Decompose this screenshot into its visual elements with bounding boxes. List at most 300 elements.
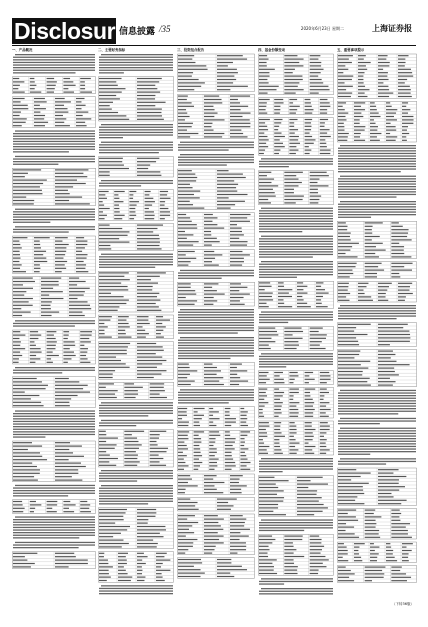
table-cell-text bbox=[178, 187, 193, 188]
table-cell-text bbox=[118, 553, 128, 554]
table-cell-text bbox=[63, 358, 71, 359]
table-cell-text bbox=[338, 246, 352, 247]
table-cell-text bbox=[240, 445, 244, 446]
table-cell-text bbox=[391, 513, 401, 514]
text-line bbox=[178, 312, 254, 313]
table-cell-text bbox=[124, 397, 135, 398]
table-cell-text bbox=[289, 395, 293, 396]
table-cell-text bbox=[194, 435, 199, 436]
table-cell-text bbox=[310, 570, 319, 571]
text-line bbox=[259, 161, 333, 162]
table-cell-text bbox=[13, 405, 44, 406]
table-cell-text bbox=[76, 105, 86, 106]
text-line bbox=[15, 209, 95, 210]
table-cell-text bbox=[320, 372, 329, 373]
text-line bbox=[338, 163, 416, 164]
table-cell-text bbox=[13, 402, 41, 403]
table-cell-text bbox=[178, 290, 195, 291]
table-cell-text bbox=[402, 140, 407, 141]
table-cell-text bbox=[259, 494, 277, 495]
table-cell-text bbox=[13, 284, 23, 285]
table-cell-text bbox=[55, 176, 87, 177]
table-cell-text bbox=[391, 516, 399, 517]
table-cell-text bbox=[402, 560, 409, 561]
table-cell-text bbox=[145, 205, 153, 206]
table-cell-text bbox=[13, 105, 28, 106]
table-cell-text bbox=[55, 442, 70, 443]
table-cell-text bbox=[204, 214, 213, 215]
table-cell-text bbox=[99, 88, 125, 89]
table-cell-text bbox=[13, 358, 19, 359]
text-line bbox=[13, 423, 95, 424]
table-cell-text bbox=[63, 341, 74, 342]
column-2 bbox=[98, 48, 174, 596]
table-cell-text bbox=[259, 72, 269, 73]
table-cell-text bbox=[274, 136, 285, 137]
table-cell-text bbox=[338, 140, 347, 141]
table-cell-text bbox=[156, 573, 162, 574]
text-line bbox=[101, 585, 173, 586]
text-line bbox=[99, 478, 173, 479]
table-cell-text bbox=[378, 483, 399, 484]
table-cell-text bbox=[137, 276, 160, 277]
table-cell-text bbox=[358, 93, 365, 94]
table-cell-text bbox=[13, 88, 18, 89]
table-cell-text bbox=[99, 248, 111, 249]
table-cell-text bbox=[137, 370, 166, 371]
table-cell-text bbox=[13, 115, 20, 116]
table-cell-text bbox=[259, 345, 269, 346]
table-cell-text bbox=[76, 237, 84, 238]
table-cell-text bbox=[316, 286, 321, 287]
table-cell-text bbox=[34, 241, 40, 242]
table-cell-text bbox=[378, 290, 387, 291]
text-line bbox=[338, 189, 416, 190]
table-cell-text bbox=[320, 119, 328, 120]
table-cell-text bbox=[378, 334, 410, 335]
table-cell-text bbox=[55, 186, 73, 187]
table-cell-text bbox=[305, 153, 310, 154]
table-cell-text bbox=[99, 509, 127, 510]
table-cell-text bbox=[76, 254, 87, 255]
text-line bbox=[99, 59, 173, 60]
table-cell-text bbox=[178, 522, 198, 523]
table-cell-text bbox=[209, 452, 217, 453]
table-cell-text bbox=[365, 226, 373, 227]
table-cell-text bbox=[55, 190, 68, 191]
table-cell-text bbox=[178, 536, 186, 537]
table-cell-text bbox=[305, 122, 311, 123]
text-line bbox=[13, 434, 95, 435]
table-cell-text bbox=[99, 560, 108, 561]
text-line bbox=[338, 211, 416, 212]
table-cell-text bbox=[80, 78, 91, 79]
table-cell-text bbox=[55, 385, 88, 386]
table-cell-text bbox=[259, 150, 265, 151]
text-line bbox=[178, 340, 254, 341]
table-cell-text bbox=[402, 106, 406, 107]
table-cell-text bbox=[230, 489, 241, 490]
text-line bbox=[261, 588, 333, 589]
text-line bbox=[178, 317, 254, 318]
text-line bbox=[259, 361, 333, 362]
table-cell-text bbox=[338, 72, 343, 73]
table-cell-text bbox=[310, 331, 319, 332]
table-cell-text bbox=[204, 297, 214, 298]
table-cell-text bbox=[259, 573, 277, 574]
table-cell-text bbox=[274, 432, 281, 433]
text-line bbox=[259, 319, 333, 320]
table-cell-text bbox=[69, 278, 79, 279]
table-cell-text bbox=[240, 438, 244, 439]
table-cell-text bbox=[338, 226, 348, 227]
table-cell-text bbox=[259, 507, 278, 508]
table-cell-text bbox=[338, 354, 359, 355]
table-cell-text bbox=[204, 221, 212, 222]
table-cell-text bbox=[137, 350, 164, 351]
table-cell-text bbox=[99, 529, 127, 530]
table-cell-text bbox=[230, 217, 247, 218]
table-cell-text bbox=[289, 150, 298, 151]
table-cell-text bbox=[47, 508, 53, 509]
table-cell-text bbox=[391, 253, 404, 254]
text-line bbox=[13, 229, 95, 230]
table-cell-text bbox=[310, 59, 319, 60]
table-cell-text bbox=[274, 389, 279, 390]
table-cell-text bbox=[305, 412, 314, 413]
table-cell-text bbox=[310, 79, 322, 80]
table-cell-text bbox=[99, 158, 123, 159]
table-cell-text bbox=[338, 266, 356, 267]
text-line bbox=[99, 152, 159, 153]
table-cell-text bbox=[338, 533, 355, 534]
table-cell-text bbox=[259, 172, 271, 173]
table-cell-text bbox=[156, 326, 166, 327]
text-line bbox=[259, 366, 286, 367]
table-cell-text bbox=[391, 273, 399, 274]
table-cell-text bbox=[99, 353, 127, 354]
table-cell-text bbox=[34, 122, 48, 123]
table-cell-text bbox=[137, 306, 159, 307]
table-cell-text bbox=[99, 109, 112, 110]
table-cell-text bbox=[99, 431, 106, 432]
table-cell-text bbox=[370, 130, 377, 131]
table-cell-text bbox=[284, 72, 292, 73]
table-cell-text bbox=[178, 364, 189, 365]
table-cell-text bbox=[194, 465, 200, 466]
text-line bbox=[13, 495, 68, 496]
table-cell-text bbox=[338, 119, 346, 120]
table-cell-text bbox=[178, 304, 195, 305]
text-line bbox=[13, 70, 95, 71]
table-cell-text bbox=[137, 102, 166, 103]
table-cell-text bbox=[76, 241, 87, 242]
text-line bbox=[338, 423, 380, 424]
table-cell-text bbox=[156, 333, 161, 334]
table-cell-text bbox=[178, 116, 190, 117]
table-cell-text bbox=[310, 93, 319, 94]
text-line bbox=[13, 138, 95, 139]
table-cell-text bbox=[204, 224, 217, 225]
table-cell-text bbox=[99, 194, 105, 195]
table-cell-text bbox=[178, 566, 194, 567]
table-cell-text bbox=[63, 345, 75, 346]
table-cell-text bbox=[129, 194, 133, 195]
table-cell-text bbox=[194, 452, 201, 453]
table-cell-text bbox=[204, 245, 212, 246]
table-cell-text bbox=[305, 429, 316, 430]
table-cell-text bbox=[160, 218, 165, 219]
table-cell-text bbox=[204, 102, 222, 103]
table-cell-text bbox=[320, 426, 330, 427]
table-cell-text bbox=[178, 133, 198, 134]
table-cell-text bbox=[160, 215, 170, 216]
table-cell-text bbox=[297, 477, 323, 478]
text-line bbox=[178, 159, 254, 160]
table-cell-text bbox=[230, 522, 245, 523]
table-cell-text bbox=[204, 109, 215, 110]
table-cell-text bbox=[305, 399, 313, 400]
table-cell-text bbox=[225, 435, 230, 436]
table-cell-text bbox=[178, 569, 201, 570]
table-cell-text bbox=[259, 153, 264, 154]
text-line bbox=[259, 251, 333, 252]
table-cell-text bbox=[274, 99, 283, 100]
table-cell-text bbox=[297, 501, 319, 502]
table-cell-text bbox=[99, 383, 114, 384]
table-cell-text bbox=[284, 338, 302, 339]
table-cell-text bbox=[124, 438, 137, 439]
table-cell-text bbox=[386, 123, 391, 124]
table-cell-text bbox=[30, 92, 41, 93]
table-cell-text bbox=[274, 139, 280, 140]
table-cell-text bbox=[99, 215, 107, 216]
table-cell-text bbox=[378, 86, 388, 87]
table-cell-text bbox=[76, 251, 82, 252]
text-line bbox=[13, 325, 75, 326]
text-line bbox=[101, 124, 173, 125]
table-cell-text bbox=[358, 89, 369, 90]
table-cell-text bbox=[160, 208, 169, 209]
table-cell-text bbox=[370, 140, 380, 141]
table-cell-text bbox=[150, 451, 167, 452]
table-cell-text bbox=[178, 55, 194, 56]
table-cell-text bbox=[391, 236, 407, 237]
table-cell-text bbox=[230, 542, 246, 543]
table-cell-text bbox=[30, 362, 36, 363]
table-cell-text bbox=[217, 65, 228, 66]
table-cell-text bbox=[209, 435, 220, 436]
table-cell-text bbox=[13, 466, 37, 467]
table-cell-text bbox=[259, 189, 273, 190]
table-cell-text bbox=[338, 55, 353, 56]
table-cell-text bbox=[230, 532, 240, 533]
table-cell-text bbox=[225, 442, 235, 443]
text-line bbox=[178, 278, 222, 279]
text-line bbox=[101, 180, 173, 181]
table-cell-text bbox=[99, 374, 113, 375]
table-cell-text bbox=[150, 465, 166, 466]
table-cell-text bbox=[156, 337, 164, 338]
table-cell-text bbox=[137, 296, 157, 297]
table-cell-text bbox=[284, 566, 298, 567]
table-cell-text bbox=[80, 92, 92, 93]
table-cell-text bbox=[284, 86, 297, 87]
table-cell-text bbox=[338, 537, 359, 538]
table-cell-text bbox=[160, 191, 168, 192]
table-cell-text bbox=[69, 308, 91, 309]
text-line bbox=[99, 127, 173, 128]
table-cell-text bbox=[354, 547, 359, 548]
text-line bbox=[13, 490, 95, 491]
table-cell-text bbox=[274, 446, 280, 447]
table-cell-text bbox=[99, 320, 110, 321]
text-line bbox=[338, 155, 416, 156]
table-cell-text bbox=[217, 89, 230, 90]
table-cell-text bbox=[178, 431, 189, 432]
table-cell-text bbox=[209, 408, 213, 409]
table-cell-text bbox=[178, 505, 195, 506]
table-cell-text bbox=[310, 89, 330, 90]
table-cell-text bbox=[370, 116, 381, 117]
table-cell-text bbox=[310, 536, 319, 537]
table-cell-text bbox=[63, 85, 75, 86]
table-cell-text bbox=[305, 402, 315, 403]
text-line bbox=[338, 150, 416, 151]
table-cell-text bbox=[156, 316, 163, 317]
table-cell-text bbox=[386, 550, 393, 551]
table-cell-text bbox=[259, 348, 271, 349]
text-line bbox=[259, 221, 333, 222]
table-cell-text bbox=[297, 303, 307, 304]
table-cell-text bbox=[259, 432, 267, 433]
table-cell-text bbox=[259, 409, 263, 410]
table-cell-text bbox=[34, 261, 47, 262]
table-cell-text bbox=[204, 251, 214, 252]
table-cell-text bbox=[305, 109, 314, 110]
table-cell-text bbox=[69, 298, 78, 299]
table-cell-text bbox=[69, 284, 77, 285]
table-cell-text bbox=[370, 550, 375, 551]
text-line bbox=[13, 529, 95, 530]
table-cell-text bbox=[378, 300, 388, 301]
text-line bbox=[13, 426, 95, 427]
table-cell-text bbox=[338, 371, 363, 372]
table-cell-text bbox=[305, 372, 313, 373]
table-cell-text bbox=[99, 330, 104, 331]
table-cell-text bbox=[338, 361, 370, 362]
table-cell-text bbox=[370, 113, 379, 114]
table-cell-text bbox=[99, 191, 109, 192]
table-cell-text bbox=[259, 422, 269, 423]
table-cell-text bbox=[274, 375, 279, 376]
table-cell-text bbox=[259, 480, 289, 481]
text-line bbox=[178, 353, 254, 354]
text-line bbox=[13, 141, 95, 142]
table-cell-text bbox=[99, 238, 119, 239]
table-cell-text bbox=[137, 337, 146, 338]
table-cell-text bbox=[316, 306, 328, 307]
table-cell-text bbox=[378, 62, 390, 63]
text-line bbox=[15, 516, 95, 517]
table-cell-text bbox=[80, 352, 87, 353]
table-cell-text bbox=[137, 560, 142, 561]
table-cell-text bbox=[217, 187, 236, 188]
table-cell-text bbox=[137, 293, 159, 294]
table-cell-text bbox=[310, 199, 320, 200]
table-cell-text bbox=[30, 352, 42, 353]
text-line bbox=[259, 471, 283, 472]
table-cell-text bbox=[378, 368, 394, 369]
text-line bbox=[261, 311, 333, 312]
column-4-title: 四、基金份额变动 bbox=[258, 48, 286, 52]
table-cell-text bbox=[124, 444, 141, 445]
table-cell-text bbox=[284, 185, 298, 186]
table-cell-text bbox=[259, 542, 272, 543]
text-line bbox=[338, 148, 416, 149]
table-cell-text bbox=[297, 484, 328, 485]
table-cell-text bbox=[370, 560, 377, 561]
table-cell-text bbox=[99, 95, 116, 96]
table-cell-text bbox=[55, 563, 88, 564]
table-cell-text bbox=[194, 445, 200, 446]
table-cell-text bbox=[284, 93, 295, 94]
table-cell-text bbox=[378, 89, 389, 90]
table-cell-text bbox=[194, 411, 198, 412]
table-cell-text bbox=[137, 536, 164, 537]
table-cell-text bbox=[386, 116, 394, 117]
table-cell-text bbox=[178, 113, 187, 114]
table-cell-text bbox=[204, 515, 218, 516]
table-cell-text bbox=[274, 106, 280, 107]
table-cell-text bbox=[225, 448, 235, 449]
table-cell-text bbox=[338, 253, 345, 254]
table-cell-text bbox=[13, 378, 37, 379]
table-cell-text bbox=[178, 542, 193, 543]
table-cell-text bbox=[178, 418, 182, 419]
table-cell-text bbox=[99, 283, 121, 284]
text-line bbox=[99, 129, 173, 130]
table-cell-text bbox=[178, 177, 197, 178]
table-cell-text bbox=[13, 501, 22, 502]
table-cell-text bbox=[338, 116, 345, 117]
table-cell-text bbox=[118, 573, 128, 574]
column-5-title: 五、重要事项提示 bbox=[337, 48, 365, 52]
table-cell-text bbox=[338, 239, 351, 240]
text-line bbox=[261, 519, 333, 520]
table-cell-text bbox=[259, 293, 273, 294]
text-line bbox=[340, 176, 416, 177]
table-cell-text bbox=[150, 390, 165, 391]
table-cell-text bbox=[178, 136, 190, 137]
table-cell-text bbox=[41, 284, 59, 285]
table-cell-text bbox=[76, 264, 86, 265]
table-cell-text bbox=[338, 351, 360, 352]
table-cell-text bbox=[297, 293, 307, 294]
table-cell-text bbox=[289, 422, 294, 423]
table-cell-text bbox=[305, 443, 309, 444]
text-line bbox=[13, 413, 95, 414]
table-cell-text bbox=[259, 139, 269, 140]
table-cell-text bbox=[240, 435, 247, 436]
table-cell-text bbox=[55, 251, 66, 252]
table-cell-text bbox=[76, 261, 84, 262]
table-cell-text bbox=[398, 82, 405, 83]
table-cell-text bbox=[259, 514, 286, 515]
text-line bbox=[13, 72, 76, 73]
table-cell-text bbox=[284, 345, 299, 346]
table-cell-text bbox=[209, 459, 218, 460]
